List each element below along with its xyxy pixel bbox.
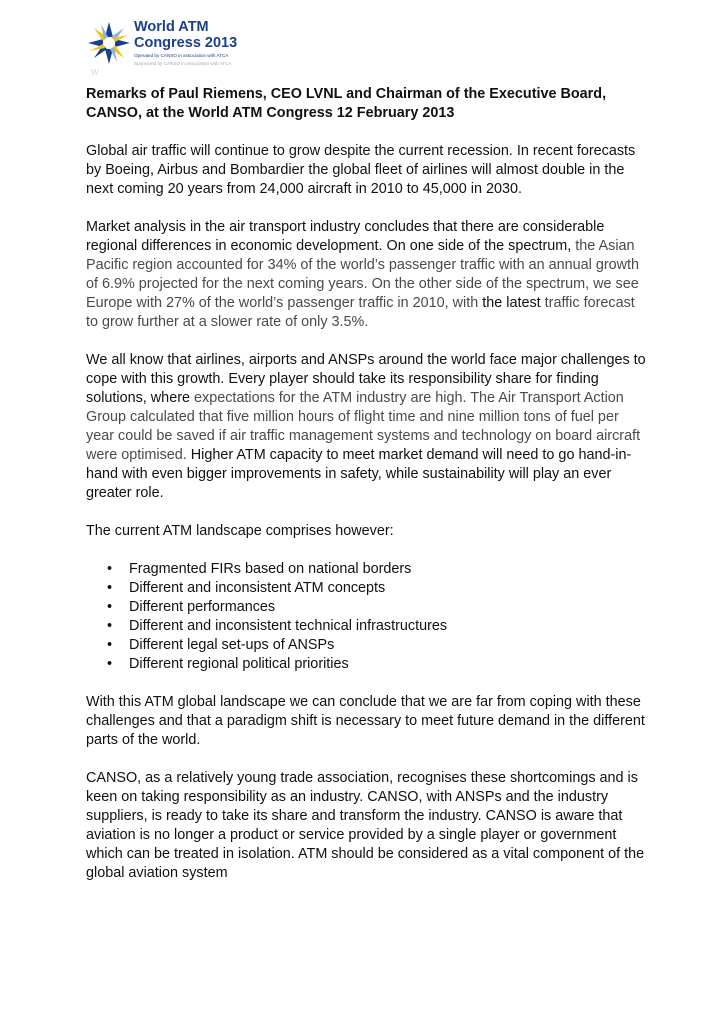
logo-title-line1: World ATM xyxy=(134,19,209,35)
logo-title xyxy=(134,19,254,51)
svg-text:W: W xyxy=(91,68,99,77)
star-burst-icon xyxy=(88,17,134,77)
logo-faded-line: Sponsored by CANSO in association with ATCA xyxy=(134,61,232,66)
paragraph-paradigm-shift: With this ATM global landscape we can conclude that we are far from coping with these challenges and that a paradigm shift is necessary to meet future demand in the different parts of the world. xyxy=(86,694,645,748)
paragraph-challenges xyxy=(86,351,646,503)
list-item: • Different legal set-ups of ANSPs xyxy=(129,636,646,655)
paragraph-market-analysis-part-a: Market analysis in the air transport industry concludes that there are considerable regional differences in economic development. On one side of the spectrum, xyxy=(86,219,605,254)
document-heading: Remarks of Paul Riemens, CEO LVNL and Chairman of the Executive Board, CANSO, at the World ATM Congress 12 February 2013 xyxy=(86,86,607,121)
landscape-bullet-list xyxy=(86,560,646,674)
list-item: • Different and inconsistent technical infrastructures xyxy=(129,617,646,636)
paragraph-growth: Global air traffic will continue to grow despite the current recession. In recent forecasts by Boeing, Airbus and Bombardier the global fleet of airlines will almost double in the next coming 20 years from 24,000 aircraft in 2010 to 45,000 in 2030. xyxy=(86,143,636,197)
world-atm-congress-logo xyxy=(88,17,248,77)
list-item: • Fragmented FIRs based on national borders xyxy=(129,560,646,579)
paragraph-landscape-intro: The current ATM landscape comprises however: xyxy=(86,523,394,539)
list-item: • Different performances xyxy=(129,598,646,617)
paragraph-market-analysis-part-d: traffic forecast to grow further at a slower rate of only 3.5%. xyxy=(86,295,635,330)
paragraph-canso-role: CANSO, as a relatively young trade association, recognises these shortcomings and is keen on taking responsibility as an industry. CANSO, with ANSPs and the industry suppliers, is ready to take its share and transform the industry. CANSO is aware that aviation is no longer a product or service provided by a single player or government which can be treated in isolation. ATM should be considered as a vital component of the global aviation system xyxy=(86,770,645,881)
paragraph-market-analysis-part-c: the latest xyxy=(478,295,541,311)
paragraph-challenges-part-c: Higher ATM capacity to meet market demand will need to go hand-in-hand with even bigger improvements in safety, while sustainability will play an ever greater role. xyxy=(86,447,632,501)
paragraph-market-analysis xyxy=(86,218,646,332)
paragraph-challenges-part-b: expectations for the ATM industry are high. The Air Transport Action Group calculated that five million hours of flight time and nine million tons of fuel per year could be saved if air traffic management systems and technology on board aircraft were optimised. xyxy=(86,390,641,463)
paragraph-challenges-part-a: We all know that airlines, airports and ANSPs around the world face major challenges to cope with this growth. Every player should take its responsibility share for finding solutions, where xyxy=(86,352,646,406)
list-item: • Different and inconsistent ATM concepts xyxy=(129,579,646,598)
paragraph-market-analysis-part-b: the Asian Pacific region accounted for 34% of the world’s passenger traffic with an annual growth of 6.9% projected for the next coming years. On the other side of the spectrum, we see Europe with 27% of the world’s passenger traffic in 2010, with xyxy=(86,238,640,311)
document-body xyxy=(86,85,646,902)
list-item: • Different regional political priorities xyxy=(129,655,646,674)
logo-operated-by: Operated by CANSO in association with ATCA xyxy=(134,53,229,58)
logo-title-line2: Congress 2013 xyxy=(134,35,238,51)
